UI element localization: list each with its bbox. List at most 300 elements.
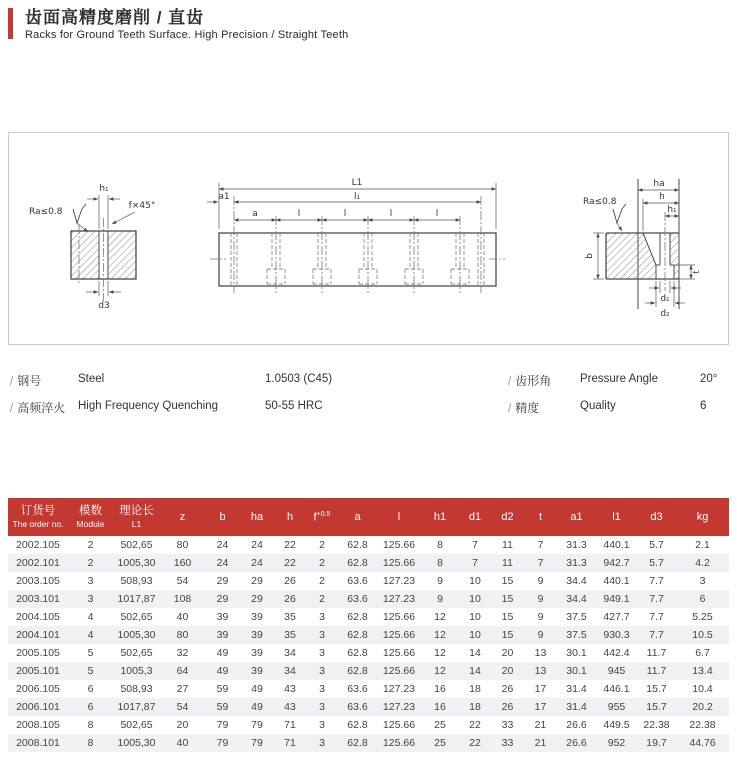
table-cell: 5.25 xyxy=(692,611,713,623)
table-row xyxy=(8,698,729,716)
spec-label-zh: 高频淬火 xyxy=(17,401,66,415)
table-cell: 34 xyxy=(284,665,296,677)
column-header-kg: kg xyxy=(676,498,729,536)
table-cell: 508,93 xyxy=(120,575,153,587)
spec-value: 50-55 HRC xyxy=(265,400,323,412)
table-cell: 440.1 xyxy=(603,539,630,551)
table-cell: 4 xyxy=(87,611,94,623)
spec-label-zh: 钢号 xyxy=(17,374,42,388)
table-cell: 19.7 xyxy=(646,737,667,749)
table-cell: 9 xyxy=(537,575,544,587)
label-l: l xyxy=(389,209,393,219)
table-cell: 15.7 xyxy=(646,701,667,713)
table-cell: 34.4 xyxy=(566,575,587,587)
table-cell: 30.1 xyxy=(566,647,587,659)
page-title: 齿面高精度磨削 / 直齿 xyxy=(25,8,205,27)
table-cell: 80 xyxy=(176,539,189,551)
left-section-view xyxy=(29,184,155,311)
label-l: l xyxy=(343,209,347,219)
table-cell: 39 xyxy=(216,629,229,641)
table-cell: 6 xyxy=(87,683,94,695)
table-cell: 59 xyxy=(216,683,229,695)
table-cell: 2004.105 xyxy=(16,611,60,623)
table-cell: 22 xyxy=(284,539,296,551)
table-cell: 13.4 xyxy=(692,665,713,677)
table-cell: 10 xyxy=(469,629,481,641)
table-cell: 2005.105 xyxy=(16,647,60,659)
spec-label-en: Steel xyxy=(78,373,105,385)
table-cell: 125.66 xyxy=(382,557,416,569)
table-cell: 59 xyxy=(216,701,229,713)
table-cell: 49 xyxy=(251,701,263,713)
table-cell: 6 xyxy=(87,701,94,713)
table-cell: 9 xyxy=(437,575,443,587)
table-cell: 18 xyxy=(469,701,481,713)
column-header-a1: a1 xyxy=(557,498,596,536)
spec-slash: / xyxy=(508,376,512,388)
table-cell: 2 xyxy=(319,593,325,605)
table-cell: 7 xyxy=(537,539,544,551)
counterbore-holes xyxy=(267,216,469,293)
table-cell: 2 xyxy=(319,557,325,569)
table-cell: 43 xyxy=(284,683,296,695)
table-row xyxy=(8,662,729,680)
table-cell: 80 xyxy=(176,629,189,641)
table-cell: 8 xyxy=(437,539,443,551)
table-cell: 125.66 xyxy=(382,629,416,641)
table-cell: 12 xyxy=(434,611,446,623)
table-cell: 127.23 xyxy=(382,575,416,587)
table-cell: 20 xyxy=(176,719,189,731)
table-cell: 10 xyxy=(469,593,481,605)
table-cell: 49 xyxy=(216,647,229,659)
table-row xyxy=(8,572,729,590)
table-cell: 20 xyxy=(501,665,514,677)
table-cell: 31.3 xyxy=(566,557,587,569)
table-cell: 17 xyxy=(534,683,547,695)
table-cell: 34.4 xyxy=(566,593,587,605)
table-cell: 39 xyxy=(216,611,229,623)
page-subtitle: Racks for Ground Teeth Surface. High Precision / Straight Teeth xyxy=(25,29,349,41)
table-row xyxy=(8,554,729,572)
table-cell: 71 xyxy=(284,719,296,731)
table-cell: 18 xyxy=(469,683,481,695)
table-cell: 4.2 xyxy=(695,557,710,569)
table-cell: 2 xyxy=(319,539,325,551)
label-chamfer: f×45° xyxy=(128,201,156,211)
table-cell: 6.7 xyxy=(695,647,710,659)
table-cell: 63.6 xyxy=(347,575,368,587)
table-cell: 79 xyxy=(216,719,229,731)
table-cell: 29 xyxy=(216,575,229,587)
table-cell: 64 xyxy=(176,665,189,677)
table-cell: 63.6 xyxy=(347,701,368,713)
table-cell: 440.1 xyxy=(603,575,630,587)
table-cell: 7.7 xyxy=(649,611,664,623)
table-cell: 24 xyxy=(251,557,263,569)
label-d2: d₂ xyxy=(660,309,670,319)
table-cell: 71 xyxy=(284,737,296,749)
table-cell: 3 xyxy=(87,575,94,587)
column-header-h1: h1 xyxy=(421,498,459,536)
table-cell: 62.8 xyxy=(347,665,368,677)
table-cell: 442.4 xyxy=(603,647,630,659)
table-cell: 8 xyxy=(87,719,94,731)
table-cell: 952 xyxy=(607,737,626,749)
table-cell: 29 xyxy=(251,575,263,587)
table-cell: 11 xyxy=(502,557,513,569)
table-cell: 12 xyxy=(434,665,446,677)
table-cell: 14 xyxy=(469,647,481,659)
table-cell: 7.7 xyxy=(649,593,664,605)
table-cell: 22 xyxy=(469,719,481,731)
table-cell: 54 xyxy=(176,575,189,587)
label-a1: a1 xyxy=(218,192,230,202)
surface-finish-icon xyxy=(73,204,86,223)
product-table-wrap xyxy=(8,498,729,752)
table-cell: 1017,87 xyxy=(117,701,156,713)
table-cell: 8 xyxy=(437,557,443,569)
column-header-d3: d3 xyxy=(637,498,676,536)
table-cell: 502,65 xyxy=(120,539,153,551)
table-cell: 1005,30 xyxy=(117,737,156,749)
table-cell: 502,65 xyxy=(120,719,153,731)
table-cell: 32 xyxy=(176,647,189,659)
table-cell: 2003.105 xyxy=(16,575,60,587)
table-cell: 39 xyxy=(251,665,263,677)
table-cell: 2005.101 xyxy=(16,665,60,677)
spec-slash: / xyxy=(10,403,14,415)
table-cell: 2 xyxy=(87,557,94,569)
table-cell: 6 xyxy=(699,593,706,605)
column-header-Module: 模数 Module xyxy=(68,498,113,536)
table-cell: 9 xyxy=(537,611,544,623)
label-l: l xyxy=(435,209,439,219)
table-cell: 127.23 xyxy=(382,701,416,713)
table-row xyxy=(8,734,729,752)
table-cell: 12 xyxy=(434,647,446,659)
table-cell: 13 xyxy=(534,647,547,659)
table-row xyxy=(8,626,729,644)
spec-group-material xyxy=(10,372,490,426)
label-a: a xyxy=(252,209,258,219)
label-h1-left: h₁ xyxy=(99,184,109,194)
spec-slash: / xyxy=(10,376,14,388)
table-cell: 14 xyxy=(469,665,481,677)
table-cell: 13 xyxy=(534,665,547,677)
table-cell: 1005,30 xyxy=(117,629,156,641)
table-cell: 26 xyxy=(284,575,296,587)
table-cell: 5.7 xyxy=(649,539,664,551)
table-cell: 2002.101 xyxy=(16,557,60,569)
table-cell: 125.66 xyxy=(382,539,416,551)
table-cell: 10.5 xyxy=(692,629,713,641)
table-cell: 502,65 xyxy=(120,647,153,659)
column-header-l: l xyxy=(377,498,421,536)
table-cell: 62.8 xyxy=(347,647,368,659)
label-h1-right: h₁ xyxy=(667,205,677,215)
table-cell: 79 xyxy=(251,737,263,749)
spec-label-en: High Frequency Quenching xyxy=(78,400,218,412)
table-cell: 22 xyxy=(469,737,481,749)
spec-label-en: Quality xyxy=(580,400,616,412)
table-cell: 22.38 xyxy=(689,719,716,731)
table-cell: 25 xyxy=(434,737,446,749)
label-l1-top: l₁ xyxy=(353,192,361,202)
column-header-ha: ha xyxy=(240,498,274,536)
table-cell: 26 xyxy=(501,701,514,713)
column-header-d1: d1 xyxy=(459,498,491,536)
table-body xyxy=(8,536,729,752)
table-cell: 446.1 xyxy=(603,683,630,695)
table-cell: 12 xyxy=(434,629,446,641)
table-cell: 11 xyxy=(502,539,513,551)
table-cell: 125.66 xyxy=(382,665,416,677)
table-cell: 62.8 xyxy=(347,719,368,731)
table-cell: 22.38 xyxy=(643,719,670,731)
table-cell: 15 xyxy=(501,611,514,623)
label-h: h xyxy=(659,192,665,202)
spec-label-zh: 精度 xyxy=(515,401,540,415)
column-header-The order no.: 订货号 The order no. xyxy=(8,498,68,536)
spec-label-en: Pressure Angle xyxy=(580,373,658,385)
table-cell: 3 xyxy=(319,629,325,641)
table-cell: 37.5 xyxy=(566,629,587,641)
table-cell: 79 xyxy=(216,737,229,749)
table-cell: 33 xyxy=(501,719,514,731)
table-cell: 26 xyxy=(284,593,296,605)
table-cell: 7 xyxy=(537,557,544,569)
table-cell: 26 xyxy=(501,683,514,695)
table-row xyxy=(8,536,729,554)
table-cell: 15.7 xyxy=(646,683,667,695)
table-cell: 7.7 xyxy=(649,575,664,587)
table-cell: 39 xyxy=(251,647,263,659)
table-cell: 7 xyxy=(472,539,478,551)
table-row xyxy=(8,716,729,734)
table-cell: 35 xyxy=(284,611,296,623)
table-cell: 49 xyxy=(251,683,263,695)
table-cell: 2008.101 xyxy=(16,737,60,749)
table-cell: 63.6 xyxy=(347,593,368,605)
table-cell: 31.3 xyxy=(566,539,587,551)
table-cell: 34 xyxy=(284,647,296,659)
table-cell: 2002.105 xyxy=(16,539,60,551)
table-cell: 20.2 xyxy=(692,701,713,713)
table-cell: 1005,3 xyxy=(120,665,153,677)
table-cell: 427.7 xyxy=(603,611,630,623)
table-cell: 3 xyxy=(319,665,325,677)
spec-value: 6 xyxy=(700,400,707,412)
table-cell: 30.1 xyxy=(566,665,587,677)
rack-top-view xyxy=(207,178,505,293)
table-cell: 31.4 xyxy=(566,683,587,695)
table-row xyxy=(8,608,729,626)
table-cell: 15 xyxy=(501,593,514,605)
table-cell: 62.8 xyxy=(347,737,368,749)
table-cell: 25 xyxy=(434,719,446,731)
column-header-h: h xyxy=(274,498,306,536)
table-cell: 2003.101 xyxy=(16,593,60,605)
table-cell: 22 xyxy=(284,557,296,569)
table-cell: 35 xyxy=(284,629,296,641)
table-cell: 508,93 xyxy=(120,683,153,695)
spec-row-pressure-angle xyxy=(508,372,729,399)
table-cell: 8 xyxy=(87,737,94,749)
table-cell: 15 xyxy=(501,575,514,587)
table-row xyxy=(8,680,729,698)
table-cell: 40 xyxy=(176,611,189,623)
table-cell: 955 xyxy=(607,701,626,713)
table-cell: 54 xyxy=(176,701,189,713)
table-cell: 21 xyxy=(534,737,547,749)
table-cell: 3 xyxy=(319,701,325,713)
table-cell: 17 xyxy=(534,701,547,713)
label-b: b xyxy=(585,253,595,259)
table-cell: 26.6 xyxy=(566,719,587,731)
table-cell: 29 xyxy=(216,593,229,605)
table-cell: 44.76 xyxy=(689,737,716,749)
table-cell: 63.6 xyxy=(347,683,368,695)
table-cell: 16 xyxy=(434,683,446,695)
table-cell: 2008.105 xyxy=(16,719,60,731)
spec-label-zh: 齿形角 xyxy=(515,374,552,388)
table-cell: 3 xyxy=(87,593,94,605)
table-cell: 62.8 xyxy=(347,557,368,569)
right-section-view xyxy=(583,179,702,319)
column-header-b: b xyxy=(205,498,240,536)
label-d3: d3 xyxy=(98,301,110,311)
table-cell: 160 xyxy=(173,557,192,569)
label-ra-right: Ra≤0.8 xyxy=(583,197,617,207)
column-header-d2: d2 xyxy=(491,498,524,536)
table-cell: 3 xyxy=(319,683,325,695)
column-header-l1: l1 xyxy=(596,498,637,536)
page-header xyxy=(8,8,348,41)
spec-row-quenching xyxy=(10,399,490,426)
table-cell: 449.5 xyxy=(603,719,630,731)
table-cell: 20 xyxy=(501,647,514,659)
label-ra-left: Ra≤0.8 xyxy=(29,207,63,217)
table-cell: 11.7 xyxy=(646,647,667,659)
table-cell: 2006.101 xyxy=(16,701,60,713)
table-cell: 10.4 xyxy=(692,683,713,695)
label-t: t xyxy=(692,270,702,274)
table-cell: 21 xyxy=(534,719,547,731)
spec-row-steel xyxy=(10,372,490,399)
table-header-row xyxy=(8,498,729,536)
column-header-L1: 理论长 L1 xyxy=(113,498,160,536)
table-cell: 62.8 xyxy=(347,539,368,551)
column-header-t: t xyxy=(524,498,557,536)
spec-slash: / xyxy=(508,403,512,415)
table-cell: 2 xyxy=(319,575,325,587)
table-cell: 24 xyxy=(251,539,263,551)
table-cell: 127.23 xyxy=(382,683,416,695)
table-row xyxy=(8,644,729,662)
table-row xyxy=(8,590,729,608)
table-cell: 4 xyxy=(87,629,94,641)
spec-group-gear xyxy=(508,372,729,426)
table-cell: 3 xyxy=(319,719,325,731)
label-L1: L1 xyxy=(351,178,363,188)
table-cell: 942.7 xyxy=(603,557,630,569)
table-cell: 31.4 xyxy=(566,701,587,713)
table-cell: 24 xyxy=(216,557,229,569)
label-ha: ha xyxy=(653,179,665,189)
table-cell: 127.23 xyxy=(382,593,416,605)
table-cell: 27 xyxy=(176,683,189,695)
label-l: l xyxy=(297,209,301,219)
table-cell: 9 xyxy=(537,629,544,641)
table-cell: 3 xyxy=(319,647,325,659)
table-cell: 7.7 xyxy=(649,629,664,641)
table-cell: 125.66 xyxy=(382,737,416,749)
spec-value: 1.0503 (C45) xyxy=(265,373,333,385)
table-cell: 10 xyxy=(469,611,481,623)
table-cell: 2 xyxy=(87,539,94,551)
table-cell: 945 xyxy=(607,665,626,677)
table-cell: 3 xyxy=(699,575,706,587)
table-cell: 16 xyxy=(434,701,446,713)
table-cell: 7 xyxy=(472,557,478,569)
table-cell: 125.66 xyxy=(382,647,416,659)
table-cell: 40 xyxy=(176,737,189,749)
table-cell: 11.7 xyxy=(646,665,667,677)
table-cell: 125.66 xyxy=(382,719,416,731)
column-header-f: $f^{+0.5}$ xyxy=(306,498,338,536)
table-cell: 5.7 xyxy=(649,557,664,569)
table-cell: 949.1 xyxy=(603,593,630,605)
table-cell: 15 xyxy=(501,629,514,641)
table-cell: 125.66 xyxy=(382,611,416,623)
technical-drawing xyxy=(9,133,730,346)
table-cell: 49 xyxy=(216,665,229,677)
table-cell: 2.1 xyxy=(695,539,710,551)
table-cell: 10 xyxy=(469,575,481,587)
table-cell: 5 xyxy=(87,647,94,659)
table-cell: 108 xyxy=(173,593,192,605)
table-cell: 502,65 xyxy=(120,611,153,623)
table-cell: 2004.101 xyxy=(16,629,60,641)
spec-row-quality xyxy=(508,399,729,426)
product-table xyxy=(8,498,729,752)
table-cell: 29 xyxy=(251,593,263,605)
table-cell: 9 xyxy=(437,593,443,605)
table-cell: 62.8 xyxy=(347,611,368,623)
column-header-z: z xyxy=(160,498,205,536)
table-cell: 39 xyxy=(251,629,263,641)
column-header-a: a xyxy=(338,498,377,536)
table-cell: 26.6 xyxy=(566,737,587,749)
table-cell: 24 xyxy=(216,539,229,551)
table-cell: 3 xyxy=(319,611,325,623)
table-cell: 43 xyxy=(284,701,296,713)
table-cell: 1017,87 xyxy=(117,593,156,605)
table-cell: 9 xyxy=(537,593,544,605)
table-cell: 79 xyxy=(251,719,263,731)
table-cell: 1005,30 xyxy=(117,557,156,569)
table-cell: 33 xyxy=(501,737,514,749)
table-cell: 62.8 xyxy=(347,629,368,641)
table-cell: 930.3 xyxy=(603,629,630,641)
technical-drawing-frame xyxy=(8,132,729,345)
title-accent-bar xyxy=(8,8,13,39)
table-cell: 2006.105 xyxy=(16,683,60,695)
table-cell: 5 xyxy=(87,665,94,677)
table-cell: 3 xyxy=(319,737,325,749)
table-cell: 39 xyxy=(251,611,263,623)
